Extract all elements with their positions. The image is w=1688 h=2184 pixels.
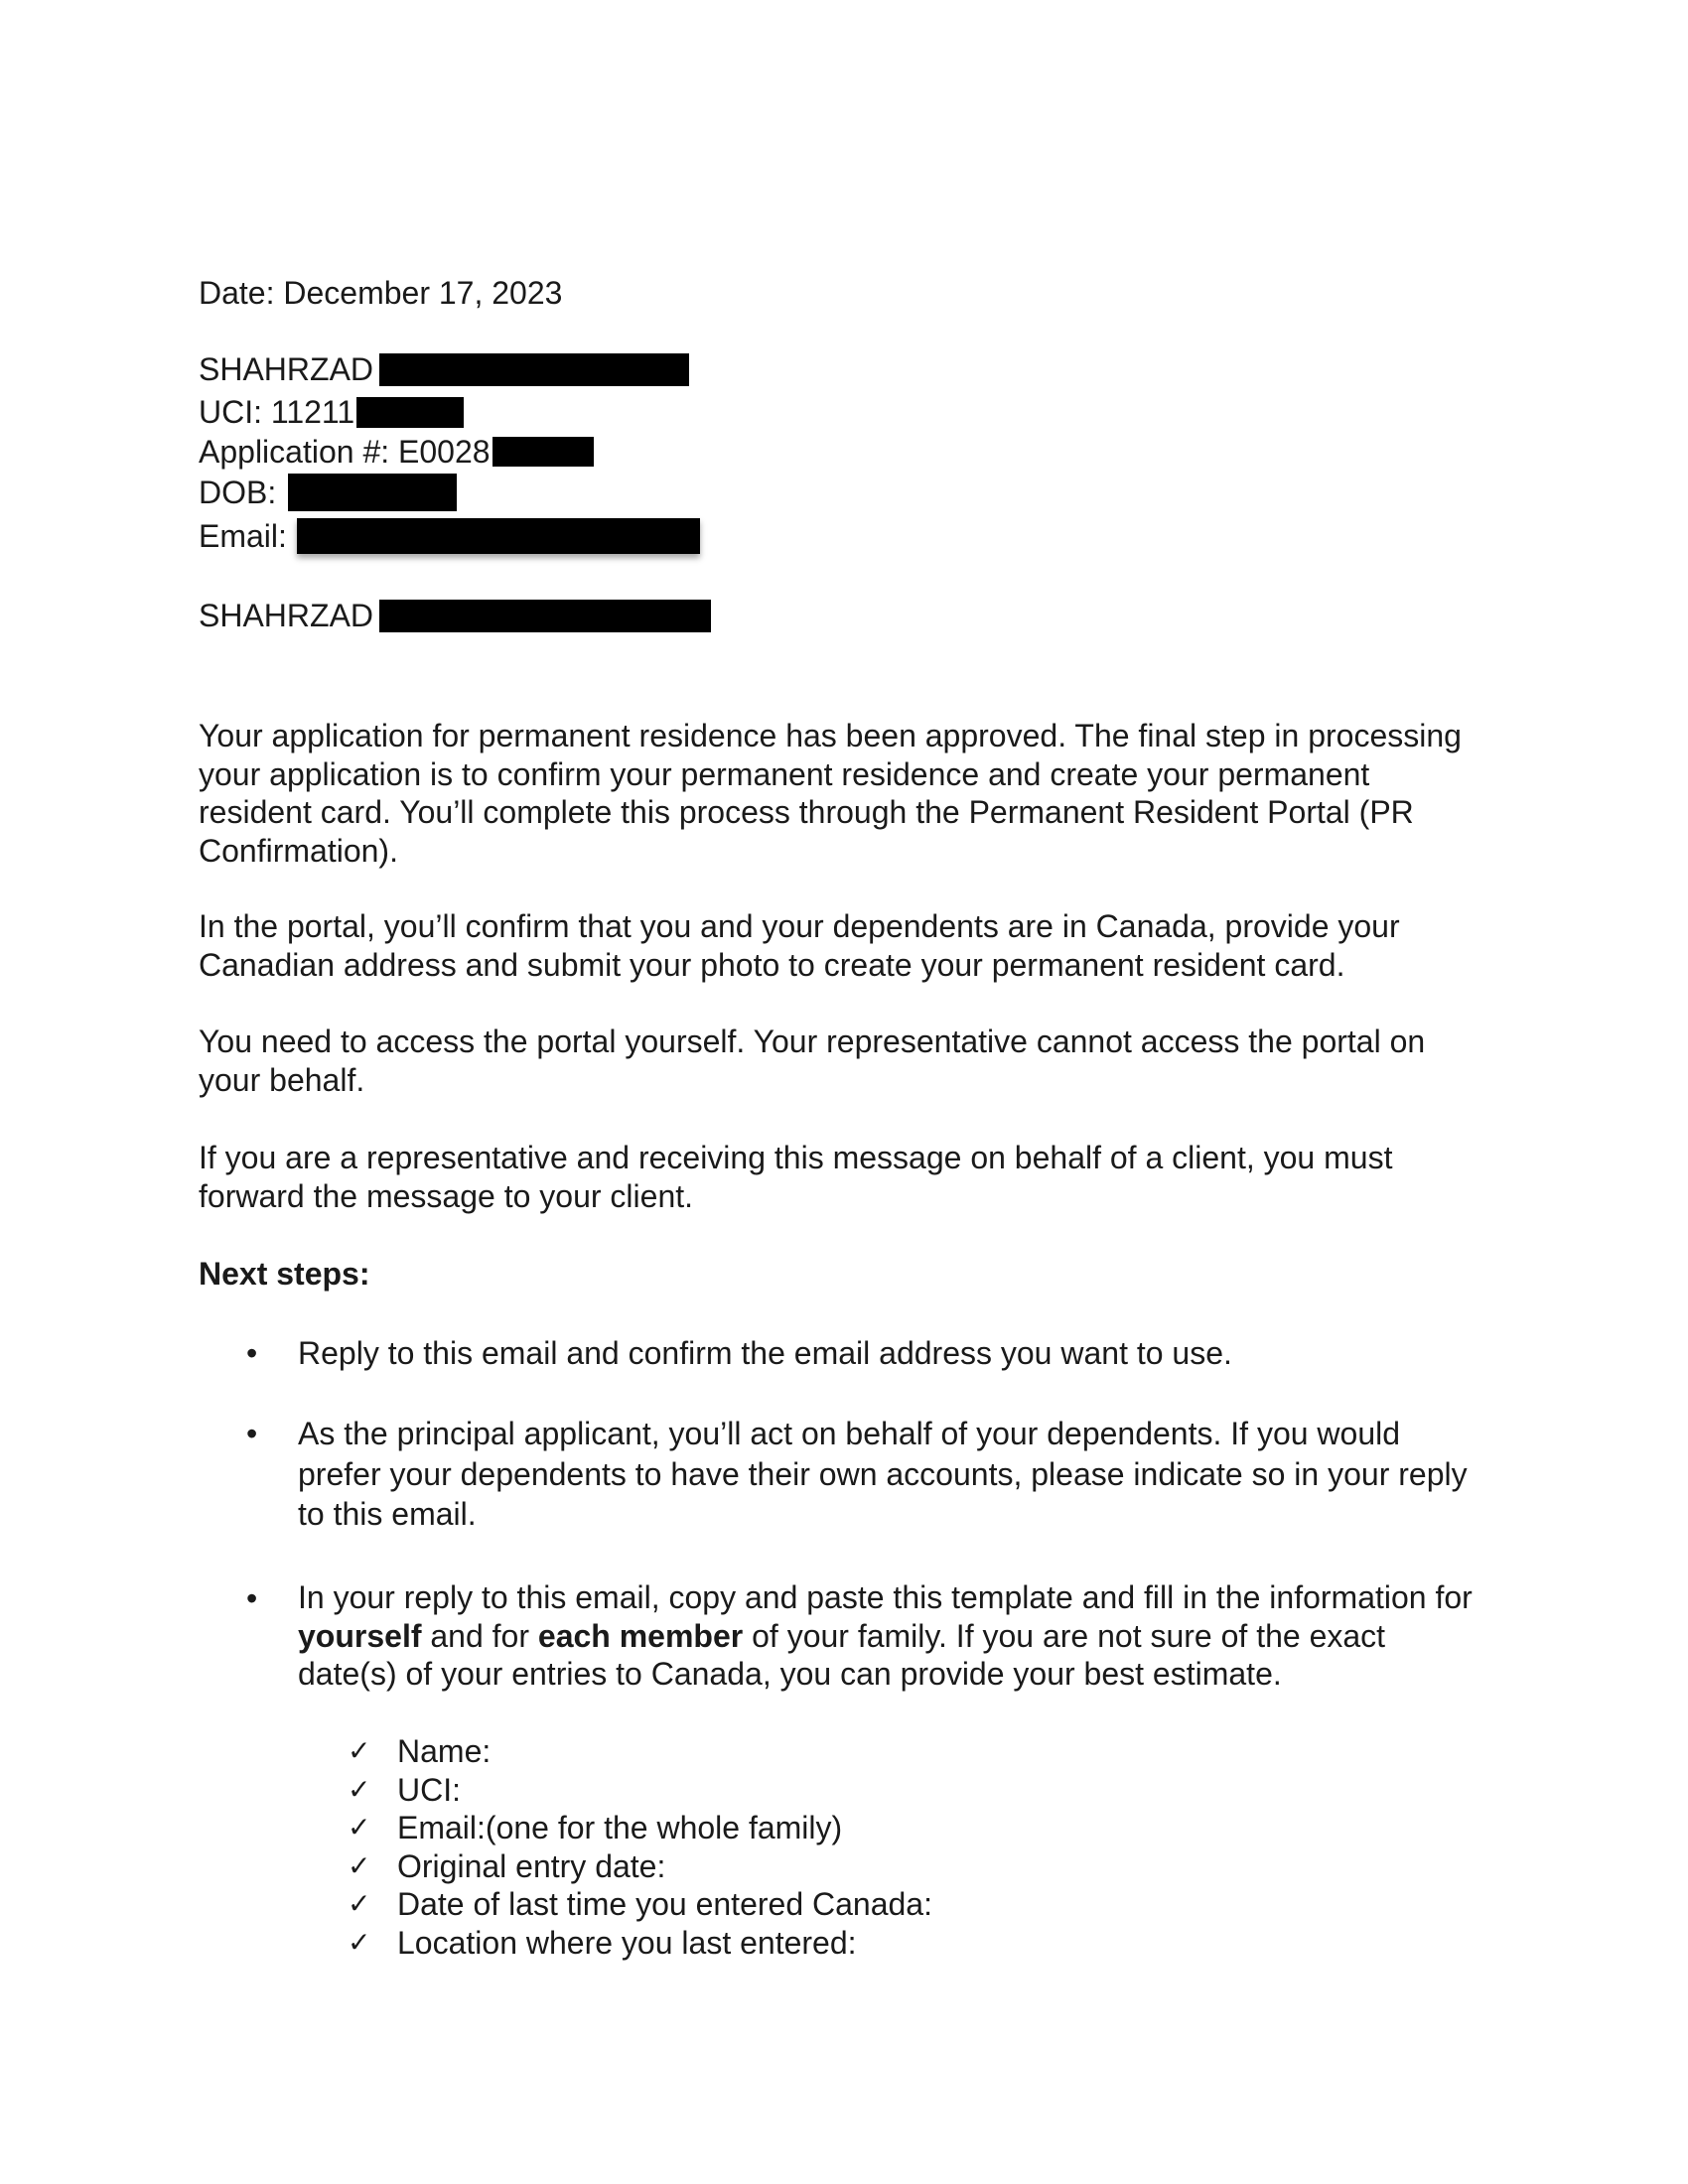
portal-paragraph: In the portal, you’ll confirm that you and your dependents are in Canada, provide your Canadian address and submit your photo to create your permanent resident card. (199, 908, 1400, 983)
next-step-item-2: As the principal applicant, you’ll act on behalf of your dependents. If you would prefer your dependents to have their own accounts, please indicate so in your reply to this email. (298, 1416, 1468, 1532)
checklist-item (348, 1847, 665, 1886)
checkmark-icon: ✓ (348, 1849, 371, 1882)
next-step-item-3-text: and for (421, 1617, 538, 1654)
applicant-name-repeat-label: SHAHRZAD (199, 598, 374, 633)
next-step-item-3-emphasis: yourself (298, 1617, 422, 1654)
next-step-item-3-text: In your reply to this email, copy and paste this template and fill in the information for (298, 1579, 1473, 1615)
redaction-block (297, 518, 700, 554)
representative-paragraph: If you are a representative and receiving this message on behalf of a client, you must forward the message to your client. (199, 1140, 1393, 1214)
redaction-block (379, 353, 689, 386)
next-steps-heading: Next steps: (199, 1256, 370, 1292)
redaction-block (288, 474, 457, 511)
bullet-icon: • (246, 1416, 258, 1451)
checklist-item (348, 1732, 491, 1771)
checklist-item-label: UCI: (397, 1772, 461, 1808)
dob-line (199, 473, 457, 512)
checkmark-icon: ✓ (348, 1773, 371, 1806)
checklist-item-label: Name: (397, 1733, 492, 1769)
application-number-line (199, 432, 594, 472)
bullet-icon: • (246, 1580, 258, 1616)
redaction-block (356, 397, 464, 428)
checklist-item (348, 1771, 461, 1810)
uci-line (199, 392, 464, 432)
bullet-icon: • (246, 1335, 258, 1371)
redaction-block (379, 600, 711, 632)
application-number-label: Application #: E0028 (199, 434, 491, 470)
checklist-item-label: Original entry date: (397, 1848, 666, 1884)
next-step-item-3 (298, 1578, 1489, 1694)
next-step-item-1: Reply to this email and confirm the email address you want to use. (298, 1335, 1232, 1371)
uci-label: UCI: 11211 (199, 394, 355, 430)
next-step-item-3-emphasis: each member (537, 1617, 744, 1654)
checklist-item-label: Location where you last entered: (397, 1925, 857, 1961)
applicant-name-label: SHAHRZAD (199, 351, 374, 387)
checklist-item (348, 1809, 842, 1847)
checkmark-icon: ✓ (348, 1887, 371, 1920)
dob-label: DOB: (199, 475, 277, 510)
approval-paragraph: Your application for permanent residence has been approved. The final step in processing your application is to confirm your permanent residence and create your permanent resident card. You’ll complete this process through the Permanent Resident Portal (PR Confirmation). (199, 718, 1462, 869)
checkmark-icon: ✓ (348, 1926, 371, 1959)
checkmark-icon: ✓ (348, 1811, 371, 1843)
checklist-item-label: Date of last time you entered Canada: (397, 1886, 932, 1922)
date-line: Date: December 17, 2023 (199, 275, 563, 311)
next-step-item-3-text: of your family. If you are not sure of the exact date(s) of your entries to Canada, you can provide your best estimate. (298, 1617, 1386, 1692)
email-line (199, 516, 700, 556)
access-paragraph: You need to access the portal yourself. Your representative cannot access the portal on your behalf. (199, 1024, 1426, 1098)
email-label: Email: (199, 518, 287, 554)
redaction-block (492, 437, 594, 467)
applicant-name-repeat-line (199, 596, 711, 635)
applicant-name-line (199, 349, 689, 389)
checklist-item-label: Email:(one for the whole family) (397, 1810, 843, 1845)
checklist-item (348, 1924, 857, 1963)
checkmark-icon: ✓ (348, 1734, 371, 1767)
checklist-item (348, 1885, 932, 1924)
